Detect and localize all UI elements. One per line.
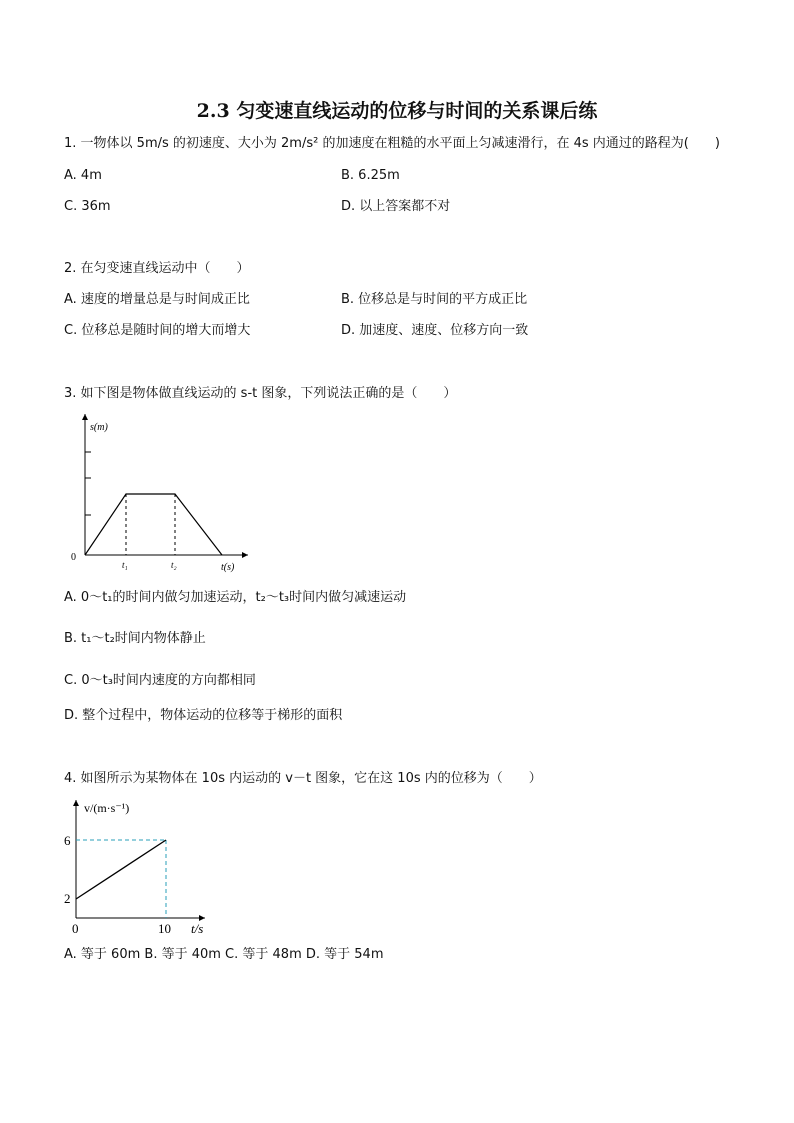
vt-x-end: 10 <box>158 921 171 936</box>
vt-xlabel: t/s <box>191 921 204 936</box>
question-3-option-a: A. 0～t₁的时间内做匀加速运动，t₂～t₃时间内做匀减速运动 <box>64 590 407 605</box>
vt-graph <box>60 796 220 938</box>
question-2-stem: 2. 在匀变速直线运动中（ ） <box>64 261 250 276</box>
st-xlabel: t(s) <box>221 562 235 573</box>
question-1-option-b: B. 6.25m <box>341 168 400 183</box>
vt-y-top: 6 <box>64 833 71 848</box>
question-3-option-b: B. t₁～t₂时间内物体静止 <box>64 631 206 646</box>
question-2-option-b: B. 位移总是与时间的平方成正比 <box>341 292 528 307</box>
st-t1-label: t₁ <box>122 560 128 570</box>
question-3-option-c: C. 0～t₃时间内速度的方向都相同 <box>64 673 256 688</box>
vt-y-bottom: 2 <box>64 891 71 906</box>
question-2-option-a: A. 速度的增量总是与时间成正比 <box>64 292 250 307</box>
vt-ylabel: v/(m·s⁻¹) <box>84 801 130 815</box>
vt-origin: 0 <box>72 921 79 936</box>
st-ylabel: s(m) <box>90 422 108 433</box>
question-1-option-d: D. 以上答案都不对 <box>341 199 451 214</box>
question-3-option-d: D. 整个过程中，物体运动的位移等于梯形的面积 <box>64 708 343 723</box>
question-1-stem: 1. 一物体以 5m/s 的初速度、大小为 2m/s² 的加速度在粗糙的水平面上匀减速滑行，在 4s 内通过的路程为( ) <box>64 136 720 151</box>
st-origin: 0 <box>71 552 76 563</box>
question-1-option-c: C. 36m <box>64 199 111 214</box>
question-4-stem: 4. 如图所示为某物体在 10s 内运动的 v－t 图象，它在这 10s 内的位移为（ ） <box>64 771 542 786</box>
vt-curve <box>76 840 166 899</box>
question-4-options: A. 等于 60m B. 等于 40m C. 等于 48m D. 等于 54m <box>64 947 384 962</box>
st-t2-label: t₂ <box>171 560 177 570</box>
st-graph <box>64 408 264 578</box>
question-1-option-a: A. 4m <box>64 168 102 183</box>
question-2-option-d: D. 加速度、速度、位移方向一致 <box>341 323 529 338</box>
st-curve <box>85 494 222 555</box>
question-2-option-c: C. 位移总是随时间的增大而增大 <box>64 323 251 338</box>
page-title: 2.3 匀变速直线运动的位移与时间的关系课后练 <box>196 100 598 122</box>
question-3-stem: 3. 如下图是物体做直线运动的 s-t 图象，下列说法正确的是（ ） <box>64 386 457 401</box>
